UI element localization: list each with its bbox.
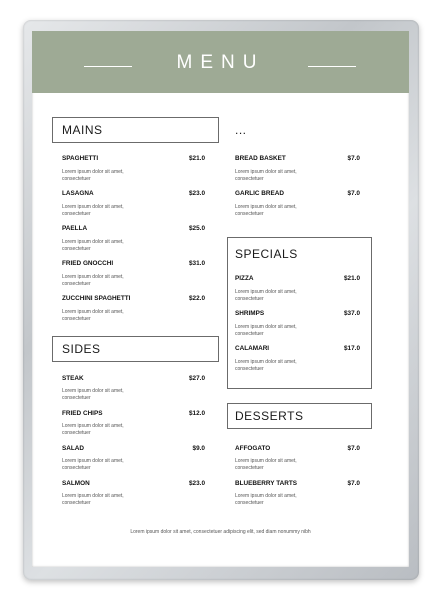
item-name: BLUEBERRY TARTS [235,480,298,487]
item-description: Lorem ipsum dolor sit amet, consectetuer [235,359,297,372]
item-price: $12.0 [189,410,205,417]
item-description: Lorem ipsum dolor sit amet, consectetuer [62,239,124,252]
sides-title: SIDES [62,342,101,356]
item-price: $27.0 [189,375,205,382]
footer-text: Lorem ipsum dolor sit amet, consectetuer adipiscing elit, sed diam nonummy nibh [130,529,311,535]
menu-banner [32,31,409,93]
item-name: STEAK [62,375,84,382]
item-price: $21.0 [344,275,360,282]
specials-title: SPECIALS [235,247,298,261]
item-price: $7.0 [347,445,360,452]
item-name: FRIED GNOCCHI [62,260,114,267]
item-description: Lorem ipsum dolor sit amet, consectetuer [62,458,124,471]
item-price: $9.0 [192,445,205,452]
item-name: SALMON [62,480,90,487]
item-name: ZUCCHINI SPAGHETTI [62,295,131,302]
menu-title: MENU [176,52,265,73]
item-description: Lorem ipsum dolor sit amet, consectetuer [62,309,124,322]
item-price: $17.0 [344,345,360,352]
item-name: FRIED CHIPS [62,410,103,417]
item-price: $23.0 [189,190,205,197]
item-description: Lorem ipsum dolor sit amet, consectetuer [235,289,297,302]
item-description: Lorem ipsum dolor sit amet, consectetuer [235,204,297,217]
item-name: PAELLA [62,225,88,232]
menu-poster [32,31,409,567]
item-name: AFFOGATO [235,445,271,452]
item-price: $23.0 [189,480,205,487]
item-price: $7.0 [347,155,360,162]
item-description: Lorem ipsum dolor sit amet, consectetuer [235,458,297,471]
item-name: CALAMARI [235,345,270,352]
desserts-title: DESSERTS [235,409,304,423]
item-name: SHRIMPS [235,310,265,317]
item-description: Lorem ipsum dolor sit amet, consectetuer [62,423,124,436]
item-price: $7.0 [347,190,360,197]
item-description: Lorem ipsum dolor sit amet, consectetuer [235,324,297,337]
item-price: $21.0 [189,155,205,162]
item-description: Lorem ipsum dolor sit amet, consectetuer [62,388,124,401]
item-description: Lorem ipsum dolor sit amet, consectetuer [62,493,124,506]
item-description: Lorem ipsum dolor sit amet, consectetuer [235,493,297,506]
item-description: Lorem ipsum dolor sit amet, consectetuer [62,204,124,217]
item-description: Lorem ipsum dolor sit amet, consectetuer [235,169,297,182]
item-price: $25.0 [189,225,205,232]
item-description: Lorem ipsum dolor sit amet, consectetuer [62,169,124,182]
item-name: SALAD [62,445,85,452]
item-name: LASAGNA [62,190,94,197]
banner-rule-right [308,66,356,67]
item-name: GARLIC BREAD [235,190,284,197]
item-name: BREAD BASKET [235,155,286,162]
item-price: $7.0 [347,480,360,487]
item-description: Lorem ipsum dolor sit amet, consectetuer [62,274,124,287]
item-name: PIZZA [235,275,254,282]
misc-title: ... [235,123,247,137]
item-name: SPAGHETTI [62,155,99,162]
item-price: $22.0 [189,295,205,302]
item-price: $31.0 [189,260,205,267]
item-price: $37.0 [344,310,360,317]
mains-title: MAINS [62,123,103,137]
